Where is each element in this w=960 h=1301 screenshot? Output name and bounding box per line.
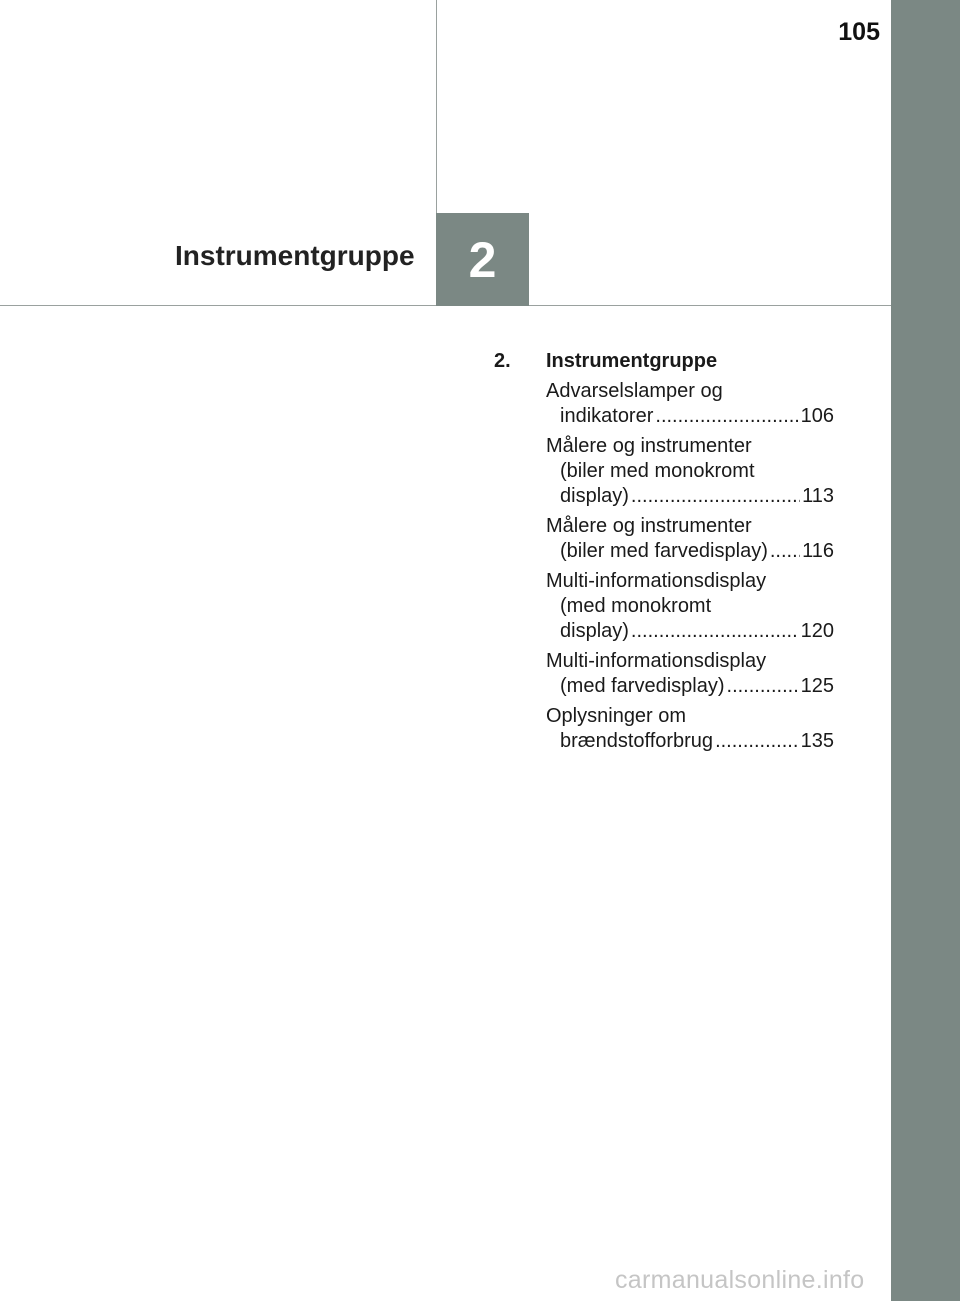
- vertical-rule: [436, 0, 437, 213]
- toc-entry-page: 125: [800, 675, 834, 697]
- table-of-contents: [494, 349, 834, 759]
- toc-entry-last-line: [546, 539, 834, 564]
- toc-entry-text: display): [560, 620, 629, 642]
- chapter-number-box: 2: [436, 213, 529, 306]
- watermark: carmanualsonline.info: [615, 1266, 865, 1294]
- chapter-title: Instrumentgruppe: [175, 240, 415, 271]
- toc-entry[interactable]: [546, 649, 834, 699]
- toc-entry-text: (med farvedisplay): [560, 675, 725, 697]
- toc-entry-last-line: [546, 619, 834, 644]
- toc-entry-page: 116: [802, 540, 834, 562]
- toc-entry-page: 113: [802, 485, 834, 507]
- toc-entry[interactable]: [546, 569, 834, 644]
- toc-entry[interactable]: [546, 379, 834, 429]
- toc-entry-text: Målere og instrumenter: [546, 435, 752, 457]
- chapter-side-tab: [891, 0, 960, 1301]
- toc-entry[interactable]: [546, 514, 834, 564]
- toc-dot-leader: [655, 404, 798, 429]
- toc-entry-text: indikatorer: [560, 405, 654, 427]
- toc-entries: [546, 379, 834, 754]
- toc-dot-leader: [631, 619, 799, 644]
- toc-entry-last-line: [546, 674, 834, 699]
- toc-entry-text: (biler med monokromt: [560, 460, 755, 482]
- toc-entry-text: Multi-informationsdisplay: [546, 650, 767, 672]
- toc-entry-last-line: [546, 484, 834, 509]
- page-number: 105: [838, 18, 880, 46]
- toc-entry-text: (biler med farvedisplay): [560, 540, 768, 562]
- toc-section-heading: [494, 349, 834, 374]
- toc-entry-text: (med monokromt: [560, 595, 712, 617]
- toc-entry-text: brændstofforbrug: [560, 730, 714, 752]
- toc-entry-page: 120: [800, 620, 834, 642]
- toc-entry-text: Oplysninger om: [546, 705, 687, 727]
- toc-section-title: Instrumentgruppe: [546, 350, 718, 372]
- toc-entry[interactable]: [546, 434, 834, 509]
- toc-section-number: 2.: [494, 350, 511, 372]
- toc-entry-last-line: [546, 404, 834, 429]
- toc-dot-leader: [770, 539, 800, 564]
- toc-entry-text: Målere og instrumenter: [546, 515, 752, 537]
- toc-entry-page: 106: [800, 405, 834, 427]
- toc-entry-page: 135: [800, 730, 834, 752]
- toc-entry-last-line: [546, 729, 834, 754]
- toc-dot-leader: [631, 484, 800, 509]
- toc-entry[interactable]: [546, 704, 834, 754]
- toc-dot-leader: [727, 674, 799, 699]
- toc-entry-text: Multi-informationsdisplay: [546, 570, 767, 592]
- toc-dot-leader: [715, 729, 799, 754]
- toc-entry-text: Advarselslamper og: [546, 380, 723, 402]
- toc-entry-text: display): [560, 485, 629, 507]
